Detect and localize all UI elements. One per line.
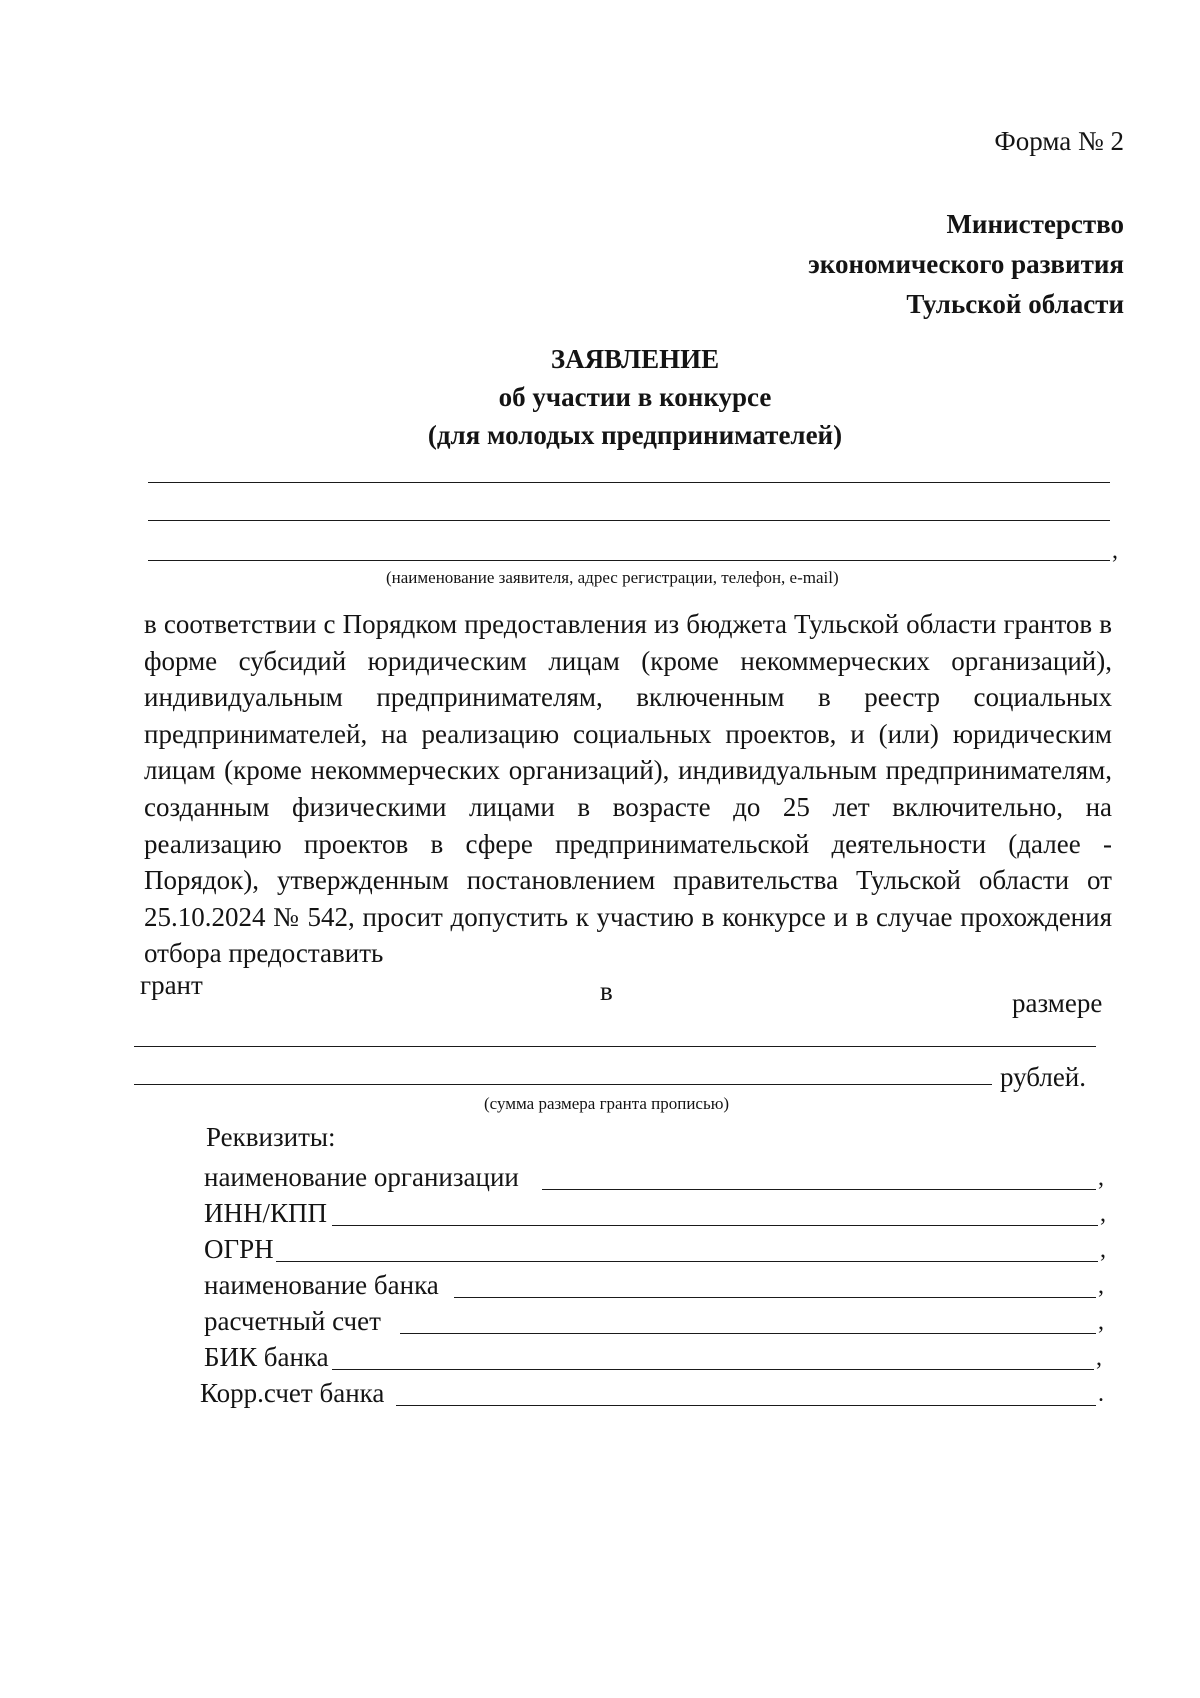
applicant-line-end: ,	[1112, 538, 1118, 564]
requisites-title: Реквизиты:	[206, 1122, 336, 1152]
document-subtitle: об участии в конкурсе	[498, 382, 772, 412]
form-number: Форма № 2	[994, 126, 1124, 156]
requisite-row-ogrn	[204, 1232, 1104, 1266]
inn-kpp-field[interactable]	[332, 1225, 1098, 1226]
requisite-end: ,	[1096, 1345, 1102, 1371]
grant-amount-hint: (сумма размера гранта прописью)	[484, 1094, 730, 1113]
requisite-end: ,	[1098, 1165, 1104, 1191]
addressee-line: Министерство	[946, 209, 1124, 239]
ogrn-field[interactable]	[276, 1261, 1098, 1262]
application-body-text: в соответствии с Порядком предоставления из бюджета Тульской области грантов в форме субсидий юридическим лицам (кроме некоммерческих организаций), индивидуальным предпринимателям, включенным в реестр социальных предпринимателей, на реализацию социальных проектов, и (или) юридическим лицам (кроме некоммерческих организаций), индивидуальным предпринимателям, созданным физическими лицами в возрасте до 25 лет включительно, на реализацию проектов в сфере предпринимательской деятельности (далее - Порядок), утвержденным постановлением правительства Тульской области от 25.10.2024 № 542, просит допустить к участию в конкурсе и в случае прохождения отбора предоставить	[144, 609, 1112, 969]
requisite-label: расчетный счет	[204, 1306, 381, 1336]
requisite-end: ,	[1098, 1273, 1104, 1299]
addressee-line: Тульской области	[906, 289, 1124, 319]
addressee-line: экономического развития	[808, 249, 1124, 279]
requisite-end: ,	[1098, 1309, 1104, 1335]
requisite-label: БИК банка	[204, 1342, 329, 1372]
applicant-line[interactable]	[148, 560, 1110, 561]
document-title: ЗАЯВЛЕНИЕ	[550, 344, 720, 374]
applicant-line[interactable]	[148, 482, 1110, 483]
addressee-block	[808, 204, 1124, 324]
requisite-label: наименование организации	[204, 1162, 519, 1192]
requisite-end: ,	[1100, 1201, 1106, 1227]
requisite-row-corr-account	[200, 1376, 1104, 1410]
corr-account-field[interactable]	[396, 1405, 1096, 1406]
requisite-label: ОГРН	[204, 1234, 274, 1264]
grant-amount-line[interactable]	[134, 1046, 1096, 1047]
requisite-end: ,	[1100, 1237, 1106, 1263]
requisite-label: ИНН/КПП	[204, 1198, 328, 1228]
grant-in-word: в	[600, 976, 613, 1006]
grant-amount-word: размере	[1012, 988, 1103, 1018]
bank-name-field[interactable]	[454, 1297, 1096, 1298]
organization-name-field[interactable]	[542, 1189, 1096, 1190]
requisite-label: наименование банка	[204, 1270, 439, 1300]
current-account-field[interactable]	[400, 1333, 1096, 1334]
bik-field[interactable]	[332, 1369, 1094, 1370]
requisite-row-account	[204, 1304, 1104, 1338]
document-subtitle: (для молодых предпринимателей)	[427, 420, 843, 450]
grant-word: грант	[140, 970, 203, 1000]
requisite-row-bik	[204, 1340, 1104, 1374]
applicant-line[interactable]	[148, 520, 1110, 521]
requisite-row-organization	[204, 1160, 1104, 1194]
rubles-label: рублей.	[1000, 1062, 1087, 1092]
requisite-row-bank	[204, 1268, 1104, 1302]
requisite-label: Корр.счет банка	[200, 1378, 385, 1408]
requisite-end: .	[1098, 1381, 1104, 1407]
grant-amount-line[interactable]	[134, 1084, 992, 1085]
requisite-row-inn	[204, 1196, 1104, 1230]
applicant-hint: (наименование заявителя, адрес регистрации, телефон, e-mail)	[386, 568, 839, 587]
